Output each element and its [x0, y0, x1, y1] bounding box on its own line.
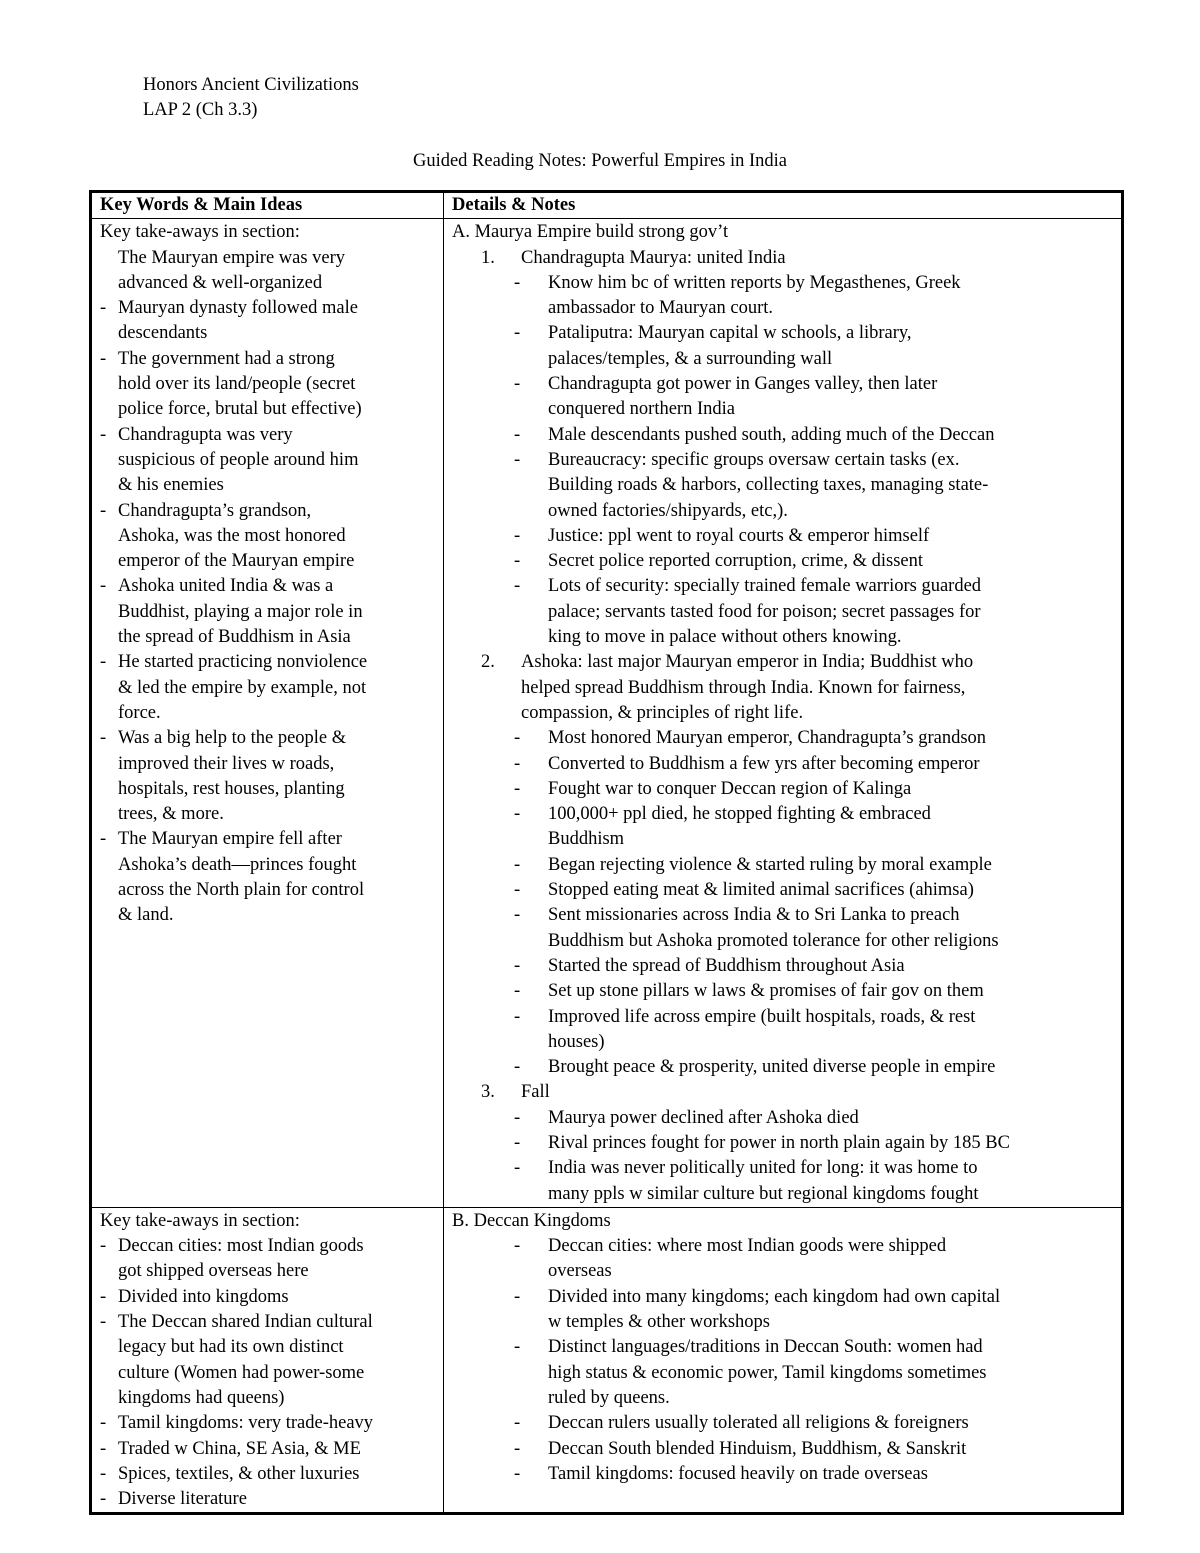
text-line: Tamil kingdoms: very trade-heavy [118, 1413, 374, 1434]
text-line: many ppls w similar culture but regional kingdoms fought [548, 1183, 979, 1204]
text-line: The Mauryan empire fell after [118, 829, 342, 850]
text-line: kingdoms had queens) [118, 1387, 285, 1408]
bullet-marker: - [514, 880, 521, 901]
bullet-marker: - [514, 1236, 521, 1257]
item-text [118, 423, 358, 499]
item-text [548, 372, 937, 423]
detail-item [452, 423, 1115, 448]
text-line: Began rejecting violence & started ruling by moral example [548, 854, 992, 875]
bullet-marker: - [514, 854, 521, 875]
text-line: Ashoka, was the most honored [118, 525, 346, 546]
item-text [548, 1156, 979, 1207]
item-text [118, 1285, 289, 1310]
bullet-marker: - [514, 1438, 521, 1459]
item-text [118, 574, 363, 650]
text-line: palaces/temples, & a surrounding wall [548, 348, 833, 369]
item-text [548, 1411, 969, 1436]
text-line: Tamil kingdoms: focused heavily on trade overseas [548, 1463, 928, 1484]
bullet-marker: - [514, 905, 521, 926]
text-line: Stopped eating meat & limited animal sacrifices (ahimsa) [548, 880, 974, 901]
takeaway-item [100, 1462, 437, 1487]
text-line: Divided into many kingdoms; each kingdom had own capital [548, 1286, 1001, 1307]
item-text [118, 296, 358, 347]
detail-item [452, 853, 1115, 878]
text-line: & led the empire by example, not [118, 677, 367, 698]
item-text [548, 448, 988, 524]
text-line: houses) [548, 1031, 605, 1052]
text-line: Diverse literature [118, 1489, 247, 1510]
item-text [548, 1131, 1010, 1156]
detail-item [452, 271, 1115, 322]
numbered-item [452, 650, 1115, 726]
detail-item [452, 1156, 1115, 1207]
item-text [548, 423, 994, 448]
item-text [548, 878, 974, 903]
bullet-marker: - [514, 424, 521, 445]
bullet-marker: - [100, 500, 107, 521]
item-text [548, 524, 929, 549]
takeaway-item [100, 1411, 437, 1436]
deccan-key-ideas-cell [91, 1207, 444, 1514]
takeaway-item [100, 574, 437, 650]
text-line: advanced & well-organized [118, 272, 323, 293]
text-line: Building roads & harbors, collecting taxes, managing state- [548, 475, 989, 496]
bullet-marker: - [514, 1413, 521, 1434]
takeaways-intro: Key take-aways in section: [100, 222, 300, 243]
item-text [548, 802, 931, 853]
text-line: Secret police reported corruption, crime, & dissent [548, 551, 924, 572]
detail-item [452, 1055, 1115, 1080]
takeaway-list [100, 296, 437, 928]
numbered-item [452, 246, 1115, 271]
detail-item [452, 903, 1115, 954]
text-line: Maurya power declined after Ashoka died [548, 1107, 859, 1128]
item-text [548, 752, 980, 777]
item-text [118, 1487, 247, 1512]
text-line: got shipped overseas here [118, 1261, 309, 1282]
bullet-marker: - [514, 374, 521, 395]
bullet-marker: - [514, 551, 521, 572]
text-line: Set up stone pillars w laws & promises of fair gov on them [548, 981, 984, 1002]
item-text [548, 574, 981, 650]
item-text [548, 726, 986, 751]
section-heading: A. Maurya Empire build strong gov’t [452, 222, 729, 243]
maurya-notes-list [452, 246, 1115, 1207]
bullet-marker: - [514, 525, 521, 546]
takeaway-item [100, 650, 437, 726]
text-line: Improved life across empire (built hospitals, roads, & rest [548, 1006, 976, 1027]
text-line: Mauryan dynasty followed male [118, 298, 358, 319]
takeaway-first-item [100, 246, 437, 297]
item-text [548, 1055, 995, 1080]
item-text [548, 321, 912, 372]
detail-item [452, 802, 1115, 853]
bullet-marker: - [514, 728, 521, 749]
text-line: Bureaucracy: specific groups oversaw certain tasks (ex. [548, 449, 960, 470]
text-line: Chandragupta was very [118, 424, 293, 445]
course-name: Honors Ancient Civilizations [143, 75, 359, 95]
item-text [548, 954, 905, 979]
text-line: hospitals, rest houses, planting [118, 778, 345, 799]
bullet-marker: 1. [481, 247, 495, 268]
text-line: Divided into kingdoms [118, 1286, 289, 1307]
bullet-marker: - [100, 576, 107, 597]
bullet-marker: - [100, 829, 107, 850]
text-line: Buddhist, playing a major role in [118, 601, 363, 622]
bullet-marker: - [100, 1413, 107, 1434]
text-line: descendants [118, 323, 208, 344]
item-text [118, 1310, 373, 1411]
text-line: Deccan South blended Hinduism, Buddhism, & Sanskrit [548, 1438, 967, 1459]
text-line: hold over its land/people (secret [118, 374, 356, 395]
item-text [548, 1285, 1000, 1336]
item-text [548, 903, 999, 954]
bullet-marker: - [514, 1158, 521, 1179]
bullet-marker: - [514, 449, 521, 470]
takeaway-item [100, 347, 437, 423]
text-line: 100,000+ ppl died, he stopped fighting & embraced [548, 804, 931, 825]
text-line: compassion, & principles of right life. [521, 702, 804, 723]
item-text [548, 777, 911, 802]
item-text [118, 499, 354, 575]
bullet-marker: - [100, 1286, 107, 1307]
bullet-marker: - [514, 1006, 521, 1027]
bullet-marker: - [100, 424, 107, 445]
bullet-marker: - [514, 1132, 521, 1153]
maurya-key-ideas-cell [91, 219, 444, 1208]
bullet-marker: - [514, 576, 521, 597]
text-line: Fall [521, 1082, 550, 1103]
text-line: The Mauryan empire was very [118, 247, 346, 268]
takeaway-item [100, 827, 437, 928]
bullet-marker: - [514, 272, 521, 293]
text-line: culture (Women had power-some [118, 1362, 365, 1383]
takeaway-item [100, 296, 437, 347]
text-line: emperor of the Mauryan empire [118, 551, 355, 572]
text-line: king to move in palace without others knowing. [548, 627, 902, 648]
text-line: Pataliputra: Mauryan capital w schools, a library, [548, 323, 912, 344]
text-line: Ashoka: last major Mauryan emperor in India; Buddhist who [521, 652, 974, 673]
text-line: Most honored Mauryan emperor, Chandragupta’s grandson [548, 728, 987, 749]
detail-item [452, 1005, 1115, 1056]
text-line: Deccan rulers usually tolerated all religions & foreigners [548, 1413, 969, 1434]
detail-item [452, 1131, 1115, 1156]
text-line: Ashoka’s death—princes fought [118, 854, 357, 875]
detail-item [452, 1285, 1115, 1336]
item-text [548, 1234, 946, 1285]
bullet-marker: 2. [481, 652, 495, 673]
bullet-marker: - [514, 1337, 521, 1358]
detail-item [452, 1335, 1115, 1411]
text-line: ambassador to Mauryan court. [548, 298, 774, 319]
bullet-marker: - [100, 652, 107, 673]
text-line: force. [118, 702, 161, 723]
item-text [118, 726, 346, 827]
detail-item [452, 574, 1115, 650]
text-line: w temples & other workshops [548, 1312, 770, 1333]
notes-table [89, 190, 1124, 1515]
takeaway-item [100, 1234, 437, 1285]
detail-item [452, 372, 1115, 423]
bullet-marker: - [100, 348, 107, 369]
takeaway-item [100, 1285, 437, 1310]
bullet-marker: - [514, 1057, 521, 1078]
takeaway-item [100, 1487, 437, 1512]
takeaways-intro: Key take-aways in section: [100, 1210, 300, 1231]
item-text [548, 1106, 859, 1131]
bullet-marker: - [514, 1286, 521, 1307]
maurya-details-cell [444, 219, 1123, 1208]
text-line: the spread of Buddhism in Asia [118, 627, 351, 648]
text-line: He started practicing nonviolence [118, 652, 368, 673]
text-line: police force, brutal but effective) [118, 399, 362, 420]
lap-label: LAP 2 (Ch 3.3) [143, 100, 258, 120]
section-heading: B. Deccan Kingdoms [452, 1210, 611, 1231]
bullet-marker: - [100, 1463, 107, 1484]
detail-item [452, 726, 1115, 751]
detail-item [452, 954, 1115, 979]
text-line: suspicious of people around him [118, 449, 359, 470]
text-line: high status & economic power, Tamil kingdoms sometimes [548, 1362, 987, 1383]
bullet-marker: - [514, 955, 521, 976]
item-text [548, 1462, 928, 1487]
item-text [548, 1437, 966, 1462]
text-line: palace; servants tasted food for poison; secret passages for [548, 601, 981, 622]
bullet-marker: - [514, 778, 521, 799]
text-line: conquered northern India [548, 399, 735, 420]
takeaway-item [100, 499, 437, 575]
table-row-deccan [91, 1207, 1123, 1514]
text-line: across the North plain for control [118, 880, 365, 901]
item-text [118, 347, 362, 423]
item-text [548, 1005, 975, 1056]
text-line: improved their lives w roads, [118, 753, 335, 774]
bullet-marker: - [100, 1312, 107, 1333]
text-line: trees, & more. [118, 804, 224, 825]
item-text [118, 1462, 360, 1487]
detail-item [452, 549, 1115, 574]
table-row-maurya [91, 219, 1123, 1208]
bullet-marker: - [514, 323, 521, 344]
deccan-notes-list [452, 1234, 1115, 1487]
text-line: Chandragupta got power in Ganges valley, then later [548, 374, 938, 395]
numbered-item [452, 1080, 1115, 1105]
item-text [521, 1080, 550, 1105]
bullet-marker: - [100, 1438, 107, 1459]
text-line: Was a big help to the people & [118, 728, 347, 749]
takeaway-item [100, 423, 437, 499]
text-line: overseas [548, 1261, 612, 1282]
bullet-marker: - [514, 1107, 521, 1128]
page-title: Guided Reading Notes: Powerful Empires in India [412, 151, 788, 171]
bullet-marker: - [100, 1236, 107, 1257]
bullet-marker [100, 246, 118, 297]
text-line: & his enemies [118, 475, 224, 496]
text-line: The Deccan shared Indian cultural [118, 1312, 373, 1333]
col-header-details: Details & Notes [444, 192, 1123, 219]
detail-item [452, 1411, 1115, 1436]
item-text [118, 246, 345, 297]
takeaway-item [100, 1310, 437, 1411]
text-line: India was never politically united for long: it was home to [548, 1158, 978, 1179]
item-text [548, 979, 984, 1004]
text-line: Ashoka united India & was a [118, 576, 334, 597]
detail-item [452, 878, 1115, 903]
item-text [118, 1411, 373, 1436]
item-text [118, 1437, 361, 1462]
item-text [521, 650, 973, 726]
detail-item [452, 1106, 1115, 1131]
bullet-marker: - [514, 804, 521, 825]
item-text [521, 246, 786, 271]
text-line: Lots of security: specially trained female warriors guarded [548, 576, 982, 597]
bullet-marker: - [100, 1489, 107, 1510]
text-line: Chandragupta Maurya: united India [521, 247, 786, 268]
takeaway-list [100, 1234, 437, 1512]
text-line: Deccan cities: where most Indian goods were shipped [548, 1236, 947, 1257]
bullet-marker: - [514, 1463, 521, 1484]
text-line: Brought peace & prosperity, united diverse people in empire [548, 1057, 996, 1078]
detail-item [452, 1234, 1115, 1285]
text-line: Traded w China, SE Asia, & ME [118, 1438, 361, 1459]
item-text [548, 271, 961, 322]
text-line: Rival princes fought for power in north plain again by 185 BC [548, 1132, 1010, 1153]
text-line: Started the spread of Buddhism throughout Asia [548, 955, 905, 976]
table-header-row [91, 192, 1123, 219]
text-line: Distinct languages/traditions in Deccan South: women had [548, 1337, 983, 1358]
text-line: Know him bc of written reports by Megasthenes, Greek [548, 272, 961, 293]
deccan-details-cell [444, 1207, 1123, 1514]
text-line: Justice: ppl went to royal courts & emperor himself [548, 525, 930, 546]
takeaway-item [100, 726, 437, 827]
item-text [548, 549, 923, 574]
item-text [118, 827, 364, 928]
detail-item [452, 321, 1115, 372]
detail-item [452, 777, 1115, 802]
bullet-marker: 3. [481, 1082, 495, 1103]
text-line: Converted to Buddhism a few yrs after becoming emperor [548, 753, 980, 774]
text-line: Fought war to conquer Deccan region of Kalinga [548, 778, 912, 799]
text-line: Deccan cities: most Indian goods [118, 1236, 364, 1257]
item-text [548, 853, 992, 878]
bullet-marker: - [100, 728, 107, 749]
item-text [118, 650, 367, 726]
text-line: ruled by queens. [548, 1387, 670, 1408]
text-line: & land. [118, 905, 174, 926]
bullet-marker: - [514, 753, 521, 774]
text-line: Buddhism [548, 829, 625, 850]
text-line: Sent missionaries across India & to Sri Lanka to preach [548, 905, 960, 926]
takeaway-item [100, 246, 437, 297]
text-line: legacy but had its own distinct [118, 1337, 344, 1358]
detail-item [452, 1437, 1115, 1462]
detail-item [452, 752, 1115, 777]
text-line: helped spread Buddhism through India. Known for fairness, [521, 677, 966, 698]
takeaway-item [100, 1437, 437, 1462]
detail-item [452, 524, 1115, 549]
text-line: owned factories/shipyards, etc,). [548, 500, 788, 521]
item-text [548, 1335, 987, 1411]
detail-item [452, 1462, 1115, 1487]
col-header-key-words: Key Words & Main Ideas [91, 192, 444, 219]
text-line: Buddhism but Ashoka promoted tolerance for other religions [548, 930, 999, 951]
item-text [118, 1234, 364, 1285]
bullet-marker: - [514, 981, 521, 1002]
detail-item [452, 979, 1115, 1004]
text-line: Chandragupta’s grandson, [118, 500, 312, 521]
detail-item [452, 448, 1115, 524]
text-line: Male descendants pushed south, adding much of the Deccan [548, 424, 995, 445]
bullet-marker: - [100, 298, 107, 319]
text-line: Spices, textiles, & other luxuries [118, 1463, 360, 1484]
text-line: The government had a strong [118, 348, 335, 369]
